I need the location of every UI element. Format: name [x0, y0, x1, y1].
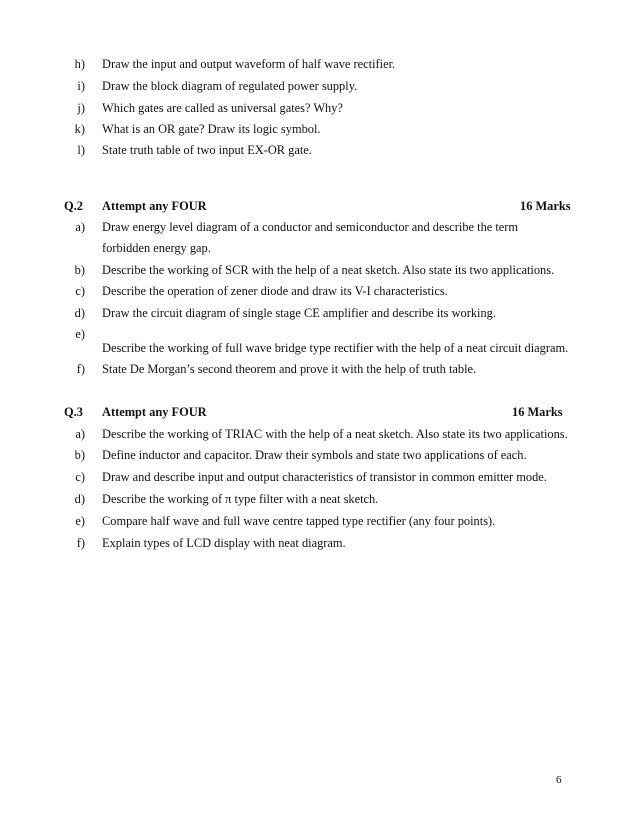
item-label: a) [75, 220, 85, 234]
item-text: State De Morgan’s second theorem and prove it with the help of truth table. [102, 362, 477, 376]
item-text: Define inductor and capacitor. Draw their symbols and state two applications of each. [102, 448, 527, 462]
item-label: f) [76, 362, 85, 376]
item-label: a) [75, 427, 85, 441]
item-text-continued: forbidden energy gap. [102, 241, 211, 255]
item-label: i) [77, 79, 85, 93]
item-label: d) [74, 492, 85, 506]
item-text: Draw the input and output waveform of half wave rectifier. [102, 57, 396, 71]
question-marks: 16 Marks [512, 405, 563, 419]
question-instruction: Attempt any FOUR [102, 199, 207, 213]
question-marks: 16 Marks [520, 199, 571, 213]
item-label: j) [77, 101, 85, 115]
item-text: Which gates are called as universal gates? Why? [102, 101, 343, 115]
item-text: Describe the operation of zener diode and draw its V-I characteristics. [102, 284, 448, 298]
item-text: Describe the working of SCR with the help of a neat sketch. Also state its two applications. [102, 263, 555, 277]
question-number: Q.3 [64, 405, 83, 419]
item-text: Draw the circuit diagram of single stage CE amplifier and describe its working. [102, 306, 496, 320]
item-text: Draw energy level diagram of a conductor and semiconductor and describe the term [102, 220, 519, 234]
item-label: b) [74, 263, 85, 277]
item-label: k) [74, 122, 85, 136]
item-text: State truth table of two input EX-OR gate. [102, 143, 312, 157]
item-label: b) [74, 448, 85, 462]
item-label: l) [77, 143, 85, 157]
item-label: h) [74, 57, 85, 71]
item-text: What is an OR gate? Draw its logic symbol. [102, 122, 321, 136]
page-number: 6 [556, 774, 562, 786]
item-label: f) [76, 536, 85, 550]
item-text: Draw and describe input and output characteristics of transistor in common emitter mode. [102, 470, 547, 484]
item-text: Describe the working of full wave bridge type rectifier with the help of a neat circuit diagram. [102, 341, 569, 355]
item-label: c) [75, 470, 85, 484]
question-instruction: Attempt any FOUR [102, 405, 207, 419]
item-text: Describe the working of π type filter with a neat sketch. [102, 492, 379, 506]
item-label: e) [75, 327, 85, 341]
item-label: c) [75, 284, 85, 298]
item-text: Describe the working of TRIAC with the help of a neat sketch. Also state its two applications. [102, 427, 568, 441]
item-text: Explain types of LCD display with neat diagram. [102, 536, 346, 550]
item-text: Compare half wave and full wave centre tapped type rectifier (any four points). [102, 514, 496, 528]
item-label: e) [75, 514, 85, 528]
item-label: d) [74, 306, 85, 320]
item-text: Draw the block diagram of regulated power supply. [102, 79, 358, 93]
question-number: Q.2 [64, 199, 83, 213]
